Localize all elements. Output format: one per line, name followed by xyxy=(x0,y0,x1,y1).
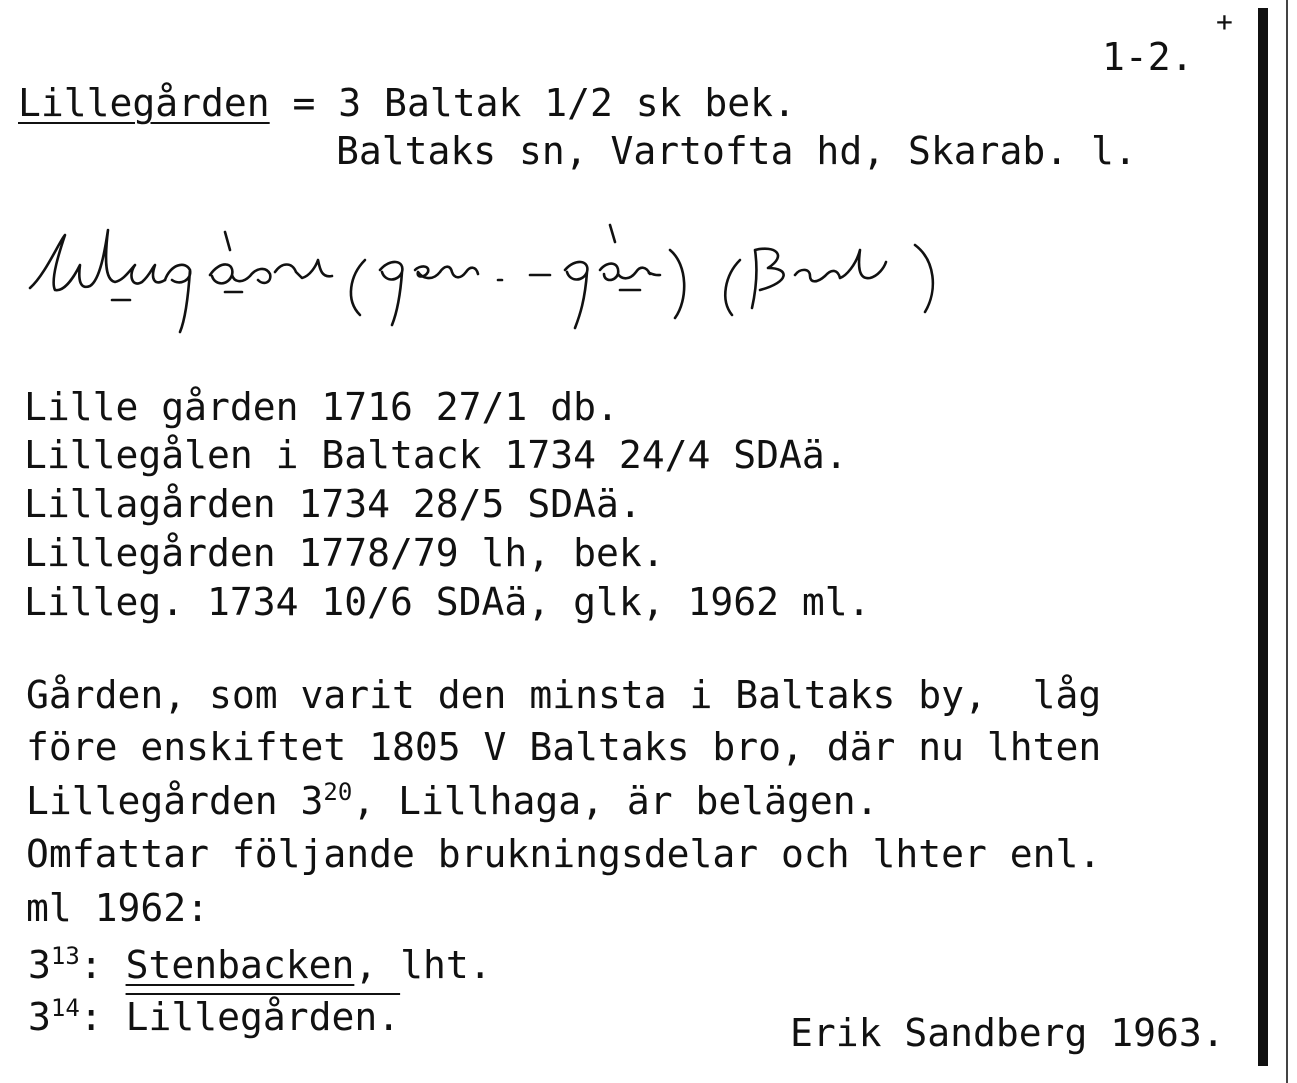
card-edge-line xyxy=(1286,0,1288,1083)
part-suffix: , lht. xyxy=(354,943,492,987)
part-name: Lillegården. xyxy=(125,995,401,1039)
description-text: , Lillhaga, är belägen. xyxy=(352,779,879,823)
description-line: Gården, som varit den minsta i Baltaks by, låg xyxy=(26,673,1102,717)
handwritten-pronunciation xyxy=(20,220,960,350)
form-item: Lille gården 1716 27/1 db. xyxy=(24,385,619,429)
part-number: 3 xyxy=(28,943,51,987)
location-line: Baltaks sn, Vartofta hd, Skarab. l. xyxy=(336,129,1137,173)
card-number: 1-2. xyxy=(1102,35,1194,79)
place-name: Lillegården xyxy=(18,81,270,125)
form-item: Lilleg. 1734 10/6 SDAä, glk, 1962 ml. xyxy=(24,580,871,624)
description-text: Lillegården 3 xyxy=(26,779,324,823)
header-line xyxy=(18,81,796,125)
description-line: ml 1962: xyxy=(26,886,210,930)
form-item: Lillegården 1778/79 lh, bek. xyxy=(24,531,665,575)
part-superscript: 14 xyxy=(50,994,80,1022)
part-item xyxy=(28,994,401,1039)
part-item xyxy=(28,942,492,987)
form-item: Lillegålen i Baltack 1734 24/4 SDAä. xyxy=(24,433,848,477)
part-separator: : xyxy=(79,995,126,1039)
card-edge-shadow xyxy=(1258,8,1268,1066)
form-item: Lillagården 1734 28/5 SDAä. xyxy=(24,482,642,526)
part-number: 3 xyxy=(28,995,51,1039)
part-superscript: 13 xyxy=(50,942,80,970)
lot-superscript: 20 xyxy=(323,778,353,806)
description-line xyxy=(26,778,879,823)
description-line: före enskiftet 1805 V Baltaks bro, där nu lhten xyxy=(26,725,1102,769)
part-name: Stenbacken xyxy=(125,943,355,987)
signature: Erik Sandberg 1963. xyxy=(790,1011,1225,1055)
header-rest: = 3 Baltak 1/2 sk bek. xyxy=(269,81,796,125)
part-separator: : xyxy=(79,943,126,987)
corner-plus-mark: + xyxy=(1216,5,1233,38)
description-line: Omfattar följande brukningsdelar och lhter enl. xyxy=(26,832,1102,876)
